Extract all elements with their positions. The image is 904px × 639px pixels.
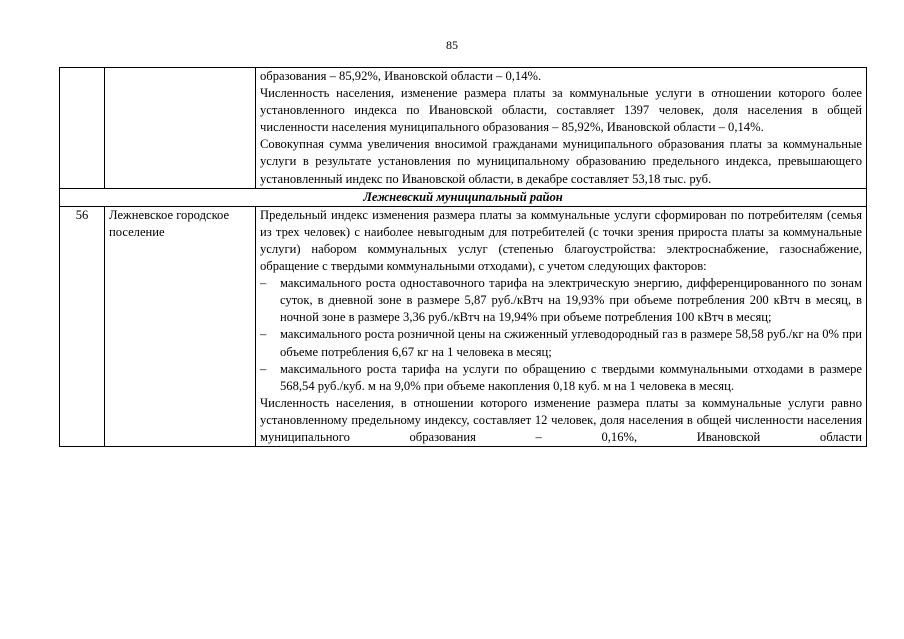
- municipal-index-table: [59, 67, 867, 447]
- table-row-continued: [60, 68, 867, 189]
- section-title: Лежневский муниципальный район: [60, 188, 867, 206]
- bullet-dash: –: [260, 361, 267, 376]
- factor-text: максимального роста розничной цены на сжиженный углеводородный газ в размере 58,58 руб./кг на 0% при объеме потребления 6,67 кг на 1 человека в месяц;: [280, 327, 862, 359]
- municipality-name-cell: Лежневское городское поселение: [105, 206, 256, 446]
- row-number-cell: 56: [60, 206, 105, 446]
- factor-list-item: [260, 361, 862, 395]
- description-cell: [256, 206, 867, 446]
- bullet-dash: –: [260, 327, 267, 342]
- description-paragraph: Численность населения, изменение размера платы за коммунальные услуги в отношении которого более установленного индекса по Ивановской области, составляет 1397 человек, доля населения в общей численности населения муниципального образования – 85,92%, Ивановской области – 0,14%.: [260, 86, 862, 135]
- factor-list-item: [260, 275, 862, 326]
- description-tail: Численность населения, в отношении которого изменение размера платы за коммунальные услуги равно установленному предельному индексу, составляет 12 человек, доля населения в общей численности населения муниципального образования – 0,16%, Ивановской области: [260, 395, 862, 444]
- description-cell: [256, 68, 867, 189]
- description-paragraph: Совокупная сумма увеличения вносимой гражданами муниципального образования платы за коммунальные услуги в результате установления по муниципальному образованию предельного индекса, превышающего установленный индекс по Ивановской области, в декабре составляет 53,18 тыс. руб.: [260, 137, 862, 186]
- description-intro: Предельный индекс изменения размера платы за коммунальные услуги сформирован по потребителям (семья из трех человек) с наиболее невыгодным для потребителей (с точки зрения прироста платы за коммунальные услуги) набором коммунальных услуг (степенью благоустройства: электроснабжение, газоснабжение, обращение с твердыми коммунальными отходами), с учетом следующих факторов:: [260, 207, 862, 274]
- table-row-56: [60, 206, 867, 446]
- page-number: 85: [446, 38, 458, 52]
- bullet-dash: –: [260, 276, 267, 291]
- factor-list: [260, 275, 862, 395]
- municipality-name-cell: [105, 68, 256, 189]
- section-header-row: [60, 188, 867, 206]
- factor-list-item: [260, 326, 862, 360]
- row-number-cell: [60, 68, 105, 189]
- description-paragraph: образования – 85,92%, Ивановской области – 0,14%.: [260, 69, 542, 83]
- factor-text: максимального роста одноставочного тарифа на электрическую энергию, дифференцированного по зонам суток, в дневной зоне в размере 5,87 руб./кВтч на 19,93% при объеме потребления 200 кВтч в месяц, в ночной зоне в размере 3,36 руб./кВтч на 19,94% при объеме потребления 100 кВтч в месяц;: [280, 276, 862, 325]
- factor-text: максимального роста тарифа на услуги по обращению с твердыми коммунальными отходами в размере 568,54 руб./куб. м на 9,0% при объеме накопления 0,18 куб. м на 1 человека в месяц.: [280, 361, 862, 393]
